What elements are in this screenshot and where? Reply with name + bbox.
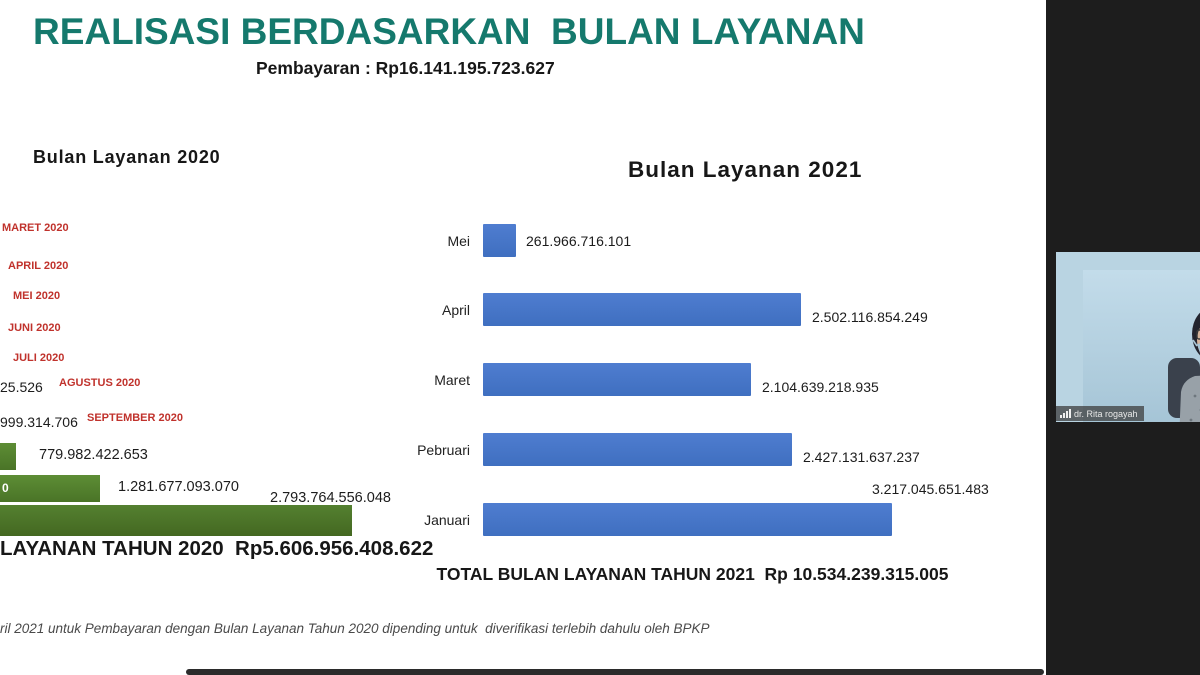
bar-inner-label-fragment: 0 — [2, 481, 9, 495]
bar-2021 — [483, 293, 801, 326]
bar-value: 1.281.677.093.070 — [118, 479, 239, 495]
participant-nametag — [1056, 406, 1144, 421]
bar-2021 — [483, 433, 792, 466]
bar-2020 — [0, 475, 100, 502]
category-label: April — [441, 302, 470, 318]
partial-bar-value: 999.314.706 — [0, 414, 78, 430]
bar-2020 — [0, 443, 16, 470]
chart-2020-total: LAYANAN TAHUN 2020 Rp5.606.956.408.622 — [0, 537, 434, 560]
bar-value: 2.793.764.556.048 — [270, 490, 391, 506]
bar-2020 — [0, 505, 352, 536]
payment-subtitle: Pembayaran : Rp16.141.195.723.627 — [256, 58, 555, 78]
category-label: Januari — [424, 512, 470, 528]
month-label: JUNI 2020 — [8, 322, 61, 334]
webcam-tile[interactable] — [1056, 252, 1200, 422]
bar-2021 — [483, 503, 892, 536]
bar-value: 3.217.045.651.483 — [872, 481, 989, 497]
bar-value: 779.982.422.653 — [39, 447, 148, 463]
bar-value: 261.966.716.101 — [526, 233, 632, 249]
category-label: Mei — [447, 233, 470, 249]
category-label: Maret — [434, 372, 470, 388]
video-sidebar — [1046, 0, 1200, 675]
month-label: SEPTEMBER 2020 — [87, 412, 183, 424]
chart-2020-title: Bulan Layanan 2020 — [33, 147, 221, 167]
participant-name: dr. Rita rogayah — [1074, 408, 1138, 419]
bar-value: 2.502.116.854.249 — [812, 309, 928, 325]
bar-value: 2.104.639.218.935 — [762, 379, 879, 395]
bar-value: 2.427.131.637.237 — [803, 449, 920, 465]
chart-2021-total: TOTAL BULAN LAYANAN TAHUN 2021 Rp 10.534.239.315.005 — [436, 564, 949, 584]
partial-bar-value: 25.526 — [0, 379, 43, 395]
slide-title: REALISASI BERDASARKAN BULAN LAYANAN — [33, 11, 865, 52]
month-label: JULI 2020 — [13, 352, 65, 364]
chart-2021-title: Bulan Layanan 2021 — [628, 157, 863, 182]
category-label: Pebruari — [417, 442, 470, 458]
month-label: AGUSTUS 2020 — [59, 377, 141, 389]
month-label: MARET 2020 — [2, 222, 69, 234]
footnote: ril 2021 untuk Pembayaran dengan Bulan Layanan Tahun 2020 dipending untuk diverifikasi terlebih dahulu oleh BPKP — [0, 621, 710, 636]
month-label: MEI 2020 — [13, 290, 61, 302]
bar-2021 — [483, 363, 751, 396]
webcam-video — [1083, 270, 1200, 422]
bar-2021 — [483, 224, 516, 257]
month-label: APRIL 2020 — [8, 260, 69, 272]
signal-bars-icon — [1060, 409, 1071, 418]
bottom-bar — [186, 669, 1044, 675]
